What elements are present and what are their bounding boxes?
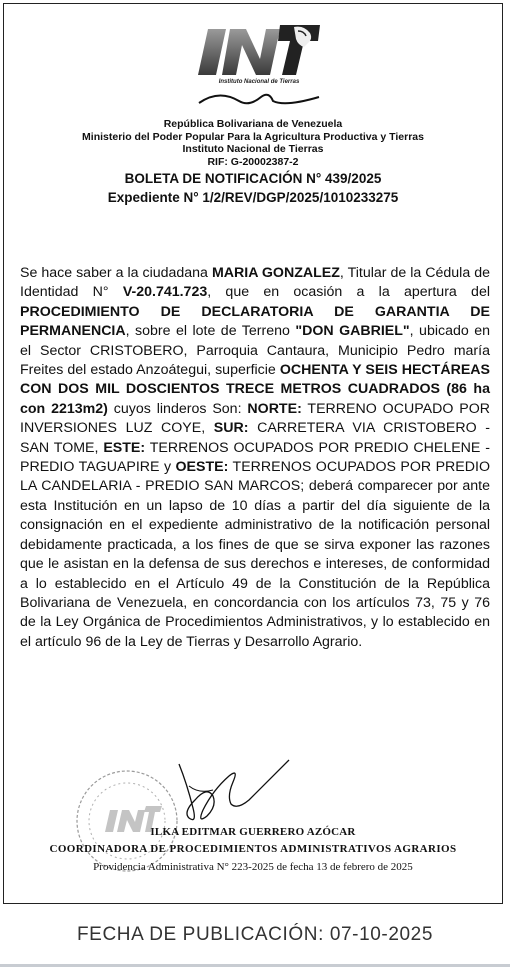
- body-text: , sobre el lote de Terreno: [125, 323, 296, 340]
- int-logo: [194, 21, 324, 111]
- document-header: [4, 118, 502, 168]
- header-institute: Instituto Nacional de Tierras: [182, 143, 324, 155]
- notice-body: [20, 264, 490, 652]
- logo-caption: Instituto Nacional de Tierras: [218, 79, 300, 85]
- west-label: OESTE:: [175, 459, 229, 476]
- south-boundary: CARRETERA VIA CRISTOBERO - SAN TOME,: [20, 420, 491, 456]
- procedure-name: PROCEDIMIENTO DE DECLARATORIA DE GARANTIA DE PERMANENCIA: [20, 303, 490, 340]
- publication-date: FECHA DE PUBLICACIÓN: 07-10-2025: [76, 924, 434, 945]
- north-boundary: TERRENO OCUPADO POR INVERSIONES LUZ COYE,: [20, 400, 490, 437]
- signatory-title: COORDINADORA DE PROCEDIMIENTOS ADMINISTRATIVOS AGRARIOS: [49, 843, 457, 855]
- header-rif: RIF: G-20002387-2: [207, 155, 299, 168]
- int-logo-icon: [194, 21, 324, 81]
- lot-name: "DON GABRIEL": [295, 323, 410, 340]
- logo-swoosh-icon: [194, 85, 324, 111]
- bottom-divider: [0, 964, 510, 967]
- signature-block: [4, 754, 502, 894]
- north-label: NORTE:: [247, 400, 302, 417]
- land-area: OCHENTA Y SEIS HECTÁREAS CON DOS MIL DOSCIENTOS TRECE METROS CUADRADOS (86 ha con 2213m2): [20, 362, 490, 417]
- id-number: V-20.741.723: [122, 284, 208, 301]
- notice-box: [3, 3, 503, 904]
- body-text: , Titular de la Cédula de Identidad N°: [20, 265, 490, 301]
- body-text: cuyos linderos Son:: [107, 400, 248, 417]
- south-label: SUR:: [213, 420, 249, 437]
- east-label: ESTE:: [103, 439, 146, 456]
- boleta-number: BOLETA DE NOTIFICACIÓN N° 439/2025: [124, 171, 382, 186]
- signatory-name: ILKA EDITMAR GUERRERO AZÓCAR: [150, 826, 356, 838]
- providencia-reference: Providencia Administrativa N° 223-2025 de fecha 13 de febrero de 2025: [93, 861, 413, 873]
- body-text: , que en ocasión a la apertura del: [207, 284, 490, 301]
- expediente-number: Expediente N° 1/2/REV/DGP/2025/1010233275: [107, 190, 399, 205]
- citizen-name: MARIA GONZALEZ: [211, 265, 340, 281]
- document-title: [4, 169, 502, 207]
- body-text: , ubicado en el Sector CRISTOBERO, Parroquia Cantaura, Municipio Pedro maría Freites del estado Anzoátegui, superficie: [20, 323, 490, 379]
- west-boundary-and-closing: TERRENOS OCUPADOS POR PREDIO LA CANDELARIA - PREDIO SAN MARCOS; deberá comparecer por ante esta Institución en un lapso de 10 días a partir del día siguiente de la consignación en el expediente administrativo de la notificación personal debidamente practicada, a los fines de que se sirva exponer las razones que le asistan en la defensa de sus derechos e intereses, de conformidad a lo establecido en el Artículo 49 de la Constitución de la República Bolivariana de Venezuela, en concordancia con los artículos 73, 75 y 76 de la Ley Orgánica de Procedimientos Administrativos, y lo establecido en el artículo 96 de la Ley de Tierras y Desarrollo Agrario.: [20, 459, 490, 650]
- header-country: República Bolivariana de Venezuela: [163, 118, 343, 130]
- east-boundary: TERRENOS OCUPADOS POR PREDIO CHELENE - PREDIO TAGUAPIRE y: [20, 439, 490, 476]
- header-ministry: Ministerio del Poder Popular Para la Agricultura Productiva y Tierras: [82, 130, 424, 143]
- body-text: Se hace saber a la ciudadana: [20, 265, 212, 281]
